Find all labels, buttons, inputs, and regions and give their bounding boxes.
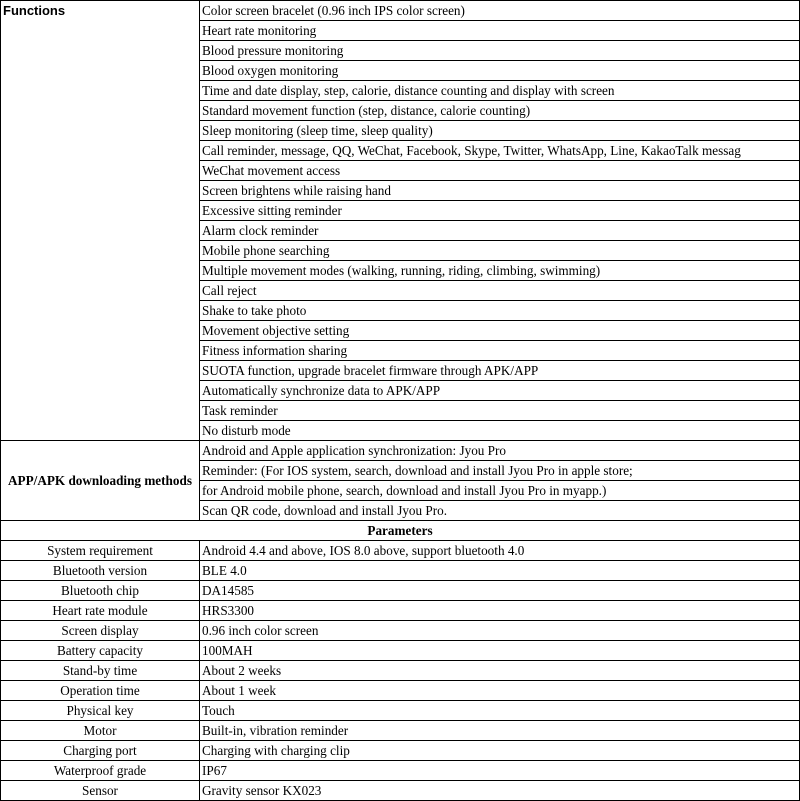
parameter-row [1,661,800,681]
function-item: Shake to take photo [200,301,800,321]
app-download-item: for Android mobile phone, search, download and install Jyou Pro in myapp.) [200,481,800,501]
parameter-label: Operation time [1,681,200,701]
parameter-row [1,541,800,561]
parameter-value: Charging with charging clip [200,741,800,761]
app-download-item: Reminder: (For IOS system, search, download and install Jyou Pro in apple store; [200,461,800,481]
parameter-label: Waterproof grade [1,761,200,781]
parameter-value: Built-in, vibration reminder [200,721,800,741]
parameter-value: About 2 weeks [200,661,800,681]
parameter-label: Charging port [1,741,200,761]
function-item: Standard movement function (step, distance, calorie counting) [200,101,800,121]
function-item: Alarm clock reminder [200,221,800,241]
parameter-label: Bluetooth chip [1,581,200,601]
function-item: Call reject [200,281,800,301]
parameter-row [1,641,800,661]
parameter-value: Touch [200,701,800,721]
parameter-value: 100MAH [200,641,800,661]
function-item: Heart rate monitoring [200,21,800,41]
parameter-label: Heart rate module [1,601,200,621]
function-item: Blood pressure monitoring [200,41,800,61]
function-item: SUOTA function, upgrade bracelet firmware through APK/APP [200,361,800,381]
parameter-row [1,581,800,601]
function-item: Screen brightens while raising hand [200,181,800,201]
parameter-label: Screen display [1,621,200,641]
parameter-value: Gravity sensor KX023 [200,781,800,801]
app-download-heading: APP/APK downloading methods [1,441,200,521]
app-download-item: Scan QR code, download and install Jyou Pro. [200,501,800,521]
parameter-value: DA14585 [200,581,800,601]
parameters-heading: Parameters [1,521,800,541]
parameter-label: Stand-by time [1,661,200,681]
parameter-label: System requirement [1,541,200,561]
parameters-heading-row [1,521,800,541]
function-item: Multiple movement modes (walking, running, riding, climbing, swimming) [200,261,800,281]
function-item: Excessive sitting reminder [200,201,800,221]
app-row [1,441,800,461]
function-item: Automatically synchronize data to APK/APP [200,381,800,401]
parameter-label: Motor [1,721,200,741]
parameter-value: BLE 4.0 [200,561,800,581]
parameter-row [1,761,800,781]
app-download-item: Android and Apple application synchronization: Jyou Pro [200,441,800,461]
functions-heading: Functions [1,1,200,441]
spec-table-body [1,1,800,801]
function-item: Task reminder [200,401,800,421]
parameter-label: Sensor [1,781,200,801]
function-item: No disturb mode [200,421,800,441]
function-item: Fitness information sharing [200,341,800,361]
parameter-row [1,701,800,721]
parameter-row [1,681,800,701]
function-item: Movement objective setting [200,321,800,341]
parameter-value: Android 4.4 and above, IOS 8.0 above, support bluetooth 4.0 [200,541,800,561]
function-item: Call reminder, message, QQ, WeChat, Facebook, Skype, Twitter, WhatsApp, Line, KakaoTalk messag [200,141,800,161]
function-item: WeChat movement access [200,161,800,181]
parameter-value: 0.96 inch color screen [200,621,800,641]
parameter-label: Physical key [1,701,200,721]
function-item: Sleep monitoring (sleep time, sleep quality) [200,121,800,141]
function-item: Color screen bracelet (0.96 inch IPS color screen) [200,1,800,21]
parameter-row [1,721,800,741]
parameter-label: Battery capacity [1,641,200,661]
parameter-row [1,741,800,761]
parameter-row [1,561,800,581]
parameter-row [1,781,800,801]
function-item: Blood oxygen monitoring [200,61,800,81]
parameter-value: IP67 [200,761,800,781]
parameter-value: About 1 week [200,681,800,701]
parameter-row [1,601,800,621]
function-row [1,1,800,21]
parameter-row [1,621,800,641]
parameter-label: Bluetooth version [1,561,200,581]
function-item: Time and date display, step, calorie, distance counting and display with screen [200,81,800,101]
parameter-value: HRS3300 [200,601,800,621]
function-item: Mobile phone searching [200,241,800,261]
